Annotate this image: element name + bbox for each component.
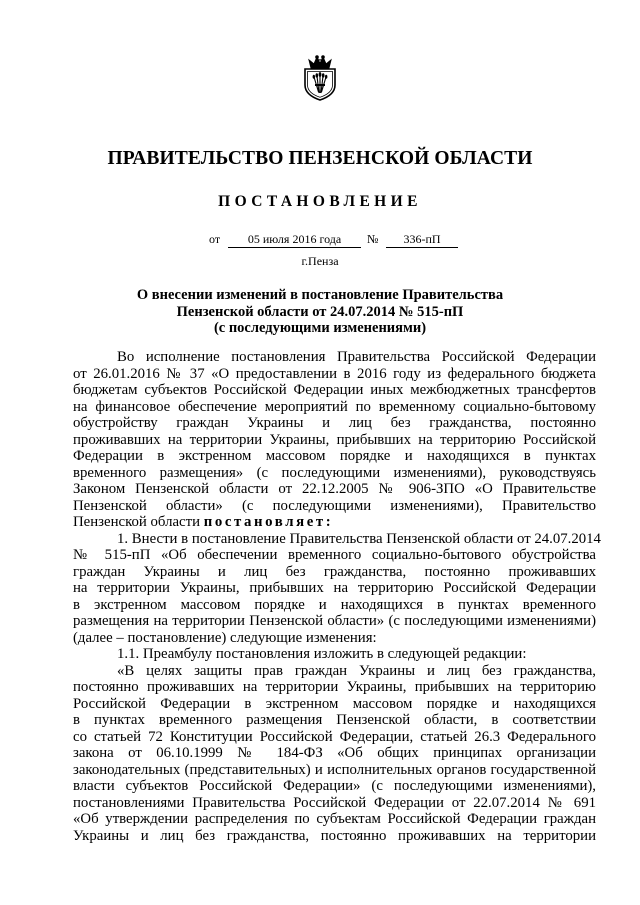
subject-line: О внесении изменений в постановление Правительства [136,287,504,303]
coat-of-arms-emblem [301,55,339,101]
number-prefix: № [367,232,379,246]
body-line-text: Пензенской области [73,514,200,530]
body-line: временного размещения» (с последующими изменениями), руководствуясь [73,464,596,481]
resolves-keyword: постановляет: [203,514,334,530]
body-line: в пунктах временного размещения Пензенской области, в соответствии [73,712,596,728]
body-line: Украины и лиц без гражданства, постоянно проживавших на территории [73,827,596,844]
body-line: в экстренном массовом порядке и находящихся в пунктах временного [73,596,596,613]
body-line: Российской Федерации в экстренном массовом порядке и находящихся [73,695,596,712]
document-number: 336-пП [386,232,458,248]
body-line: граждан Украины и лиц без гражданства, постоянно проживавших [73,563,596,580]
body-line: законодательных (представительных) и исполнительных органов государственной [73,761,596,778]
body-line: обустройству граждан Украины и лиц без гражданства, постоянно [73,415,596,431]
body-line: со статьей 72 Конституции Российской Федерации, статьей 26.3 Федерального [73,728,596,745]
body-line: 1.1. Преамбулу постановления изложить в следующей редакции: [117,646,527,662]
body-line: Законом Пензенской области от 22.12.2005 № 906-ЗПО «О Правительстве [73,481,596,497]
body-line: постановлениями Правительства Российской Федерации от 22.07.2014 № 691 [73,794,596,811]
body-line: проживавших на территории Украины, прибывших на территорию Российской [73,431,596,448]
body-line [73,514,596,531]
date-prefix: от [209,232,221,246]
date-number-line [0,232,640,248]
subject-line: Пензенской области от 24.07.2014 № 515-пП [176,303,464,320]
city-name: г.Пенза [301,254,339,268]
body-line: Федерации в экстренном массовом порядке и находящихся в пунктах [73,448,596,464]
subject-line: (с последующими изменениями) [213,320,427,337]
body-line: постоянно проживавших на территории Украины, прибывших на территорию [73,679,596,695]
document-type-heading: ПОСТАНОВЛЕНИЕ [218,193,422,210]
document-subject [0,287,640,337]
body-line: размещения на территории Пензенской области» (с последующими изменениями) [73,613,596,629]
body-line: Пензенской области» (с последующими изменениями), Правительство [73,497,596,514]
body-line: на финансовое обеспечение мероприятий по временному социально-бытовому [73,398,596,415]
document-date: 05 июля 2016 года [228,232,361,248]
body-line: Во исполнение постановления Правительства Российской Федерации [117,349,596,365]
body-line: на территории Украины, прибывших на территорию Российской Федерации [73,580,596,596]
body-line: бюджетам субъектов Российской Федерации иных межбюджетных трансфертов [73,382,596,398]
body-line: № 515-пП «Об обеспечении временного социально-бытового обустройства [73,547,596,563]
document-body [73,349,601,844]
body-line: закона от 06.10.1999 № 184-ФЗ «Об общих принципах организации [73,745,596,761]
government-title: ПРАВИТЕЛЬСТВО ПЕНЗЕНСКОЙ ОБЛАСТИ [107,148,533,169]
body-line: власти субъектов Российской Федерации» (с последующими изменениями), [73,778,596,794]
body-line: «Об утверждении распределения по субъектам Российской Федерации граждан [73,811,596,827]
body-line: 1. Внести в постановление Правительства Пензенской области от 24.07.2014 [117,530,601,547]
body-line: от 26.01.2016 № 37 «О предоставлении в 2016 году из федерального бюджета [73,365,596,382]
body-line: «В целях защиты прав граждан Украины и лиц без гражданства, [117,662,596,679]
body-line: (далее – постановление) следующие изменения: [73,629,377,646]
